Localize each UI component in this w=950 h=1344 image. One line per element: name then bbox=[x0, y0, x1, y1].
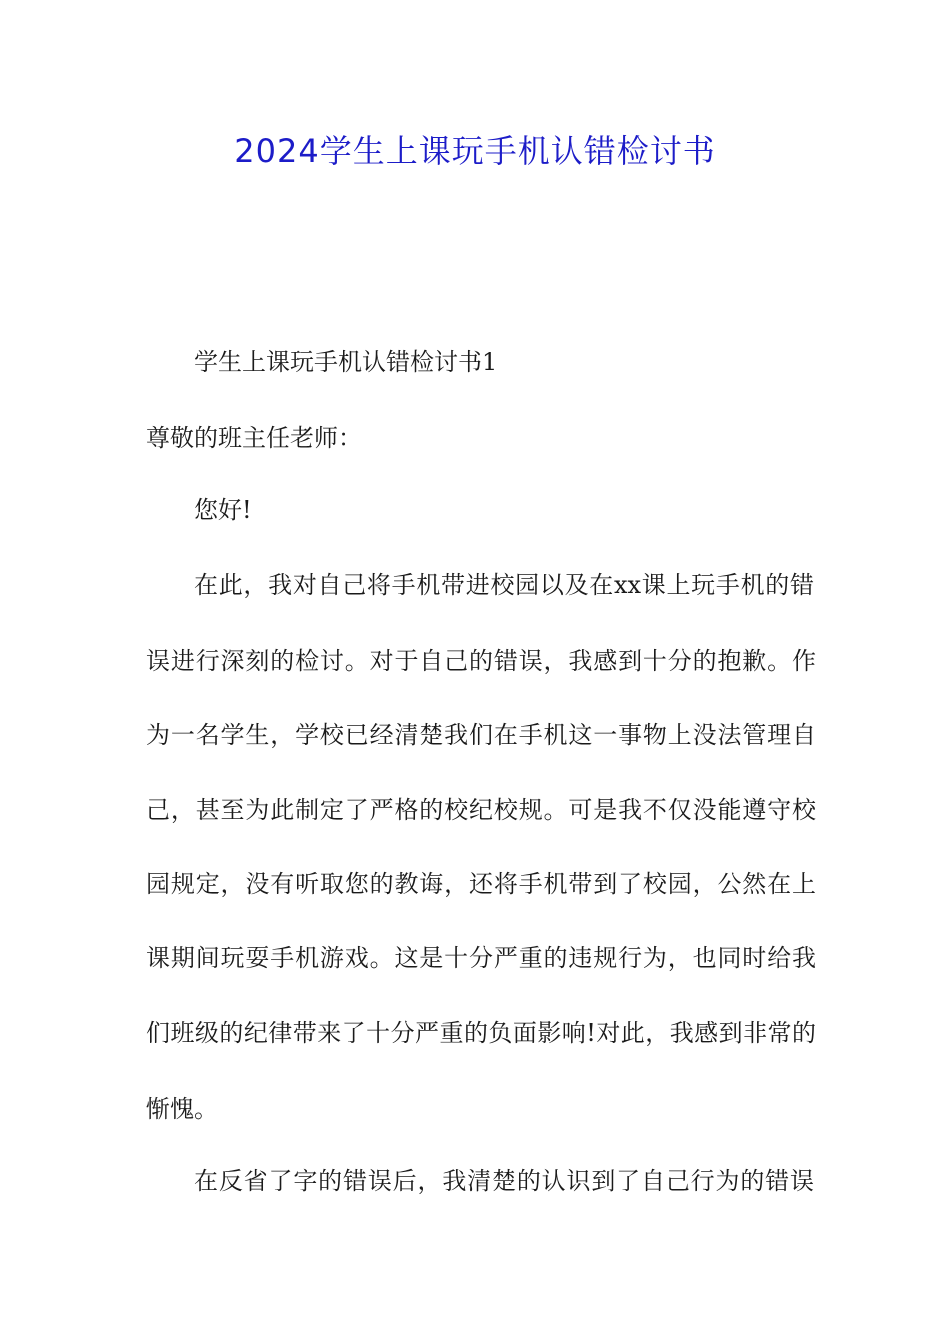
paragraph-line: 惭愧。 bbox=[146, 1095, 218, 1123]
paragraph-line: 误进行深刻的检讨。对于自己的错误，我感到十分的抱歉。作 bbox=[146, 647, 816, 675]
paragraph-line: 园规定，没有听取您的教诲，还将手机带到了校园，公然在上 bbox=[146, 870, 816, 898]
paragraph-line: 在反省了字的错误后，我清楚的认识到了自己行为的错误 bbox=[194, 1167, 814, 1195]
salutation: 尊敬的班主任老师： bbox=[146, 424, 362, 452]
paragraph-line: 们班级的纪律带来了十分严重的负面影响!对此，我感到非常的 bbox=[146, 1019, 816, 1047]
section-heading: 学生上课玩手机认错检讨书1 bbox=[194, 348, 498, 376]
paragraph-line: 课期间玩耍手机游戏。这是十分严重的违规行为，也同时给我 bbox=[146, 944, 816, 972]
greeting: 您好! bbox=[194, 496, 252, 524]
paragraph-line: 在此，我对自己将手机带进校园以及在xx课上玩手机的错 bbox=[194, 571, 814, 599]
paragraph-line: 为一名学生，学校已经清楚我们在手机这一事物上没法管理自 bbox=[146, 721, 816, 749]
paragraph-line: 己，甚至为此制定了严格的校纪校规。可是我不仅没能遵守校 bbox=[146, 796, 816, 824]
document-title: 2024学生上课玩手机认错检讨书 bbox=[234, 132, 716, 170]
